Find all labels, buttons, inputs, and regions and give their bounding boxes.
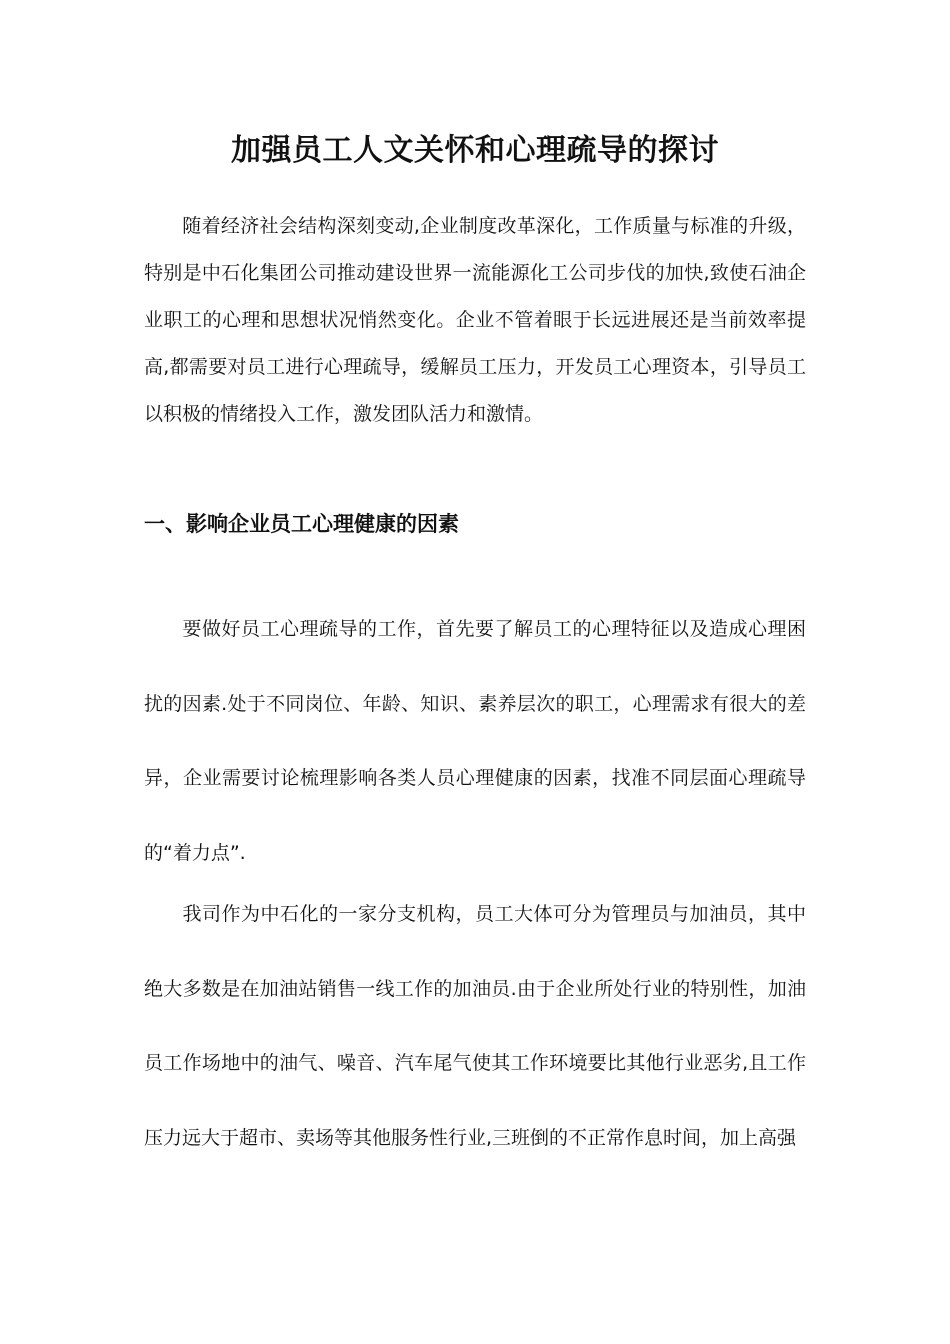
section-paragraph-2-text: 我司作为中石化的一家分支机构，员工大体可分为管理员与加油员，其中绝大多数是在加油站销售一线工作的加油员.由于企业所处行业的特别性，加油员工作场地中的油气、噪音、汽车尾气使其工作环境要比其他行业恶劣,且工作压力远大于超市、卖场等其他服务性行业,三班倒的不正常作息时间，加上高强	[144, 903, 806, 1149]
section-paragraph-2	[144, 877, 806, 1175]
intro-paragraph	[144, 203, 806, 438]
section-paragraph-1	[144, 592, 806, 890]
intro-paragraph-text: 随着经济社会结构深刻变动,企业制度改革深化，工作质量与标准的升级，特别是中石化集团公司推动建设世界一流能源化工公司步伐的加快,致使石油企业职工的心理和思想状况悄然变化。企业不管着眼于长远进展还是当前效率提高,都需要对员工进行心理疏导，缓解员工压力，开发员工心理资本，引导员工以积极的情绪投入工作，激发团队活力和激情。	[144, 215, 806, 425]
section-paragraph-1-text: 要做好员工心理疏导的工作，首先要了解员工的心理特征以及造成心理困扰的因素.处于不同岗位、年龄、知识、素养层次的职工，心理需求有很大的差异，企业需要讨论梳理影响各类人员心理健康的因素，找准不同层面心理疏导的“着力点”.	[144, 618, 806, 864]
section-heading: 一、影响企业员工心理健康的因素	[144, 512, 459, 536]
document-title: 加强员工人文关怀和心理疏导的探讨	[231, 133, 719, 168]
